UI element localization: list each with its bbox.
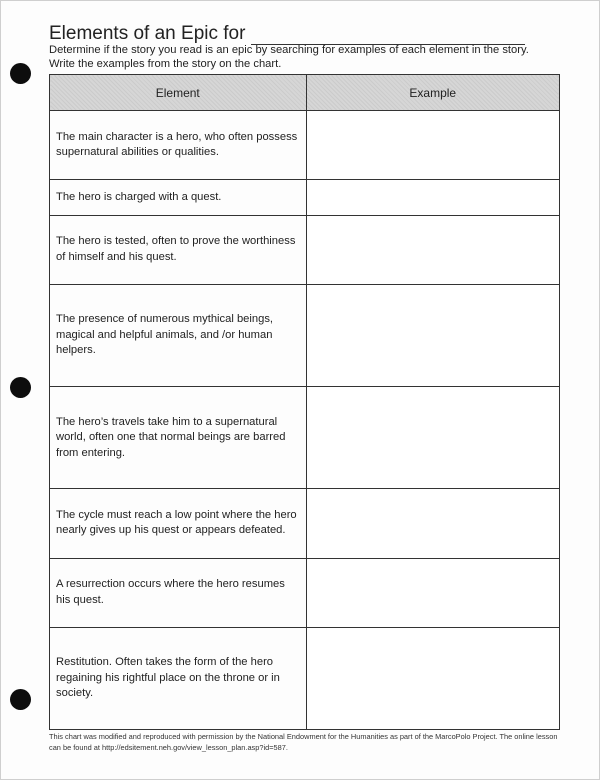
table-row	[50, 111, 560, 180]
element-cell: The main character is a hero, who often possess supernatural abilities or qualities.	[50, 111, 307, 180]
example-cell[interactable]	[306, 180, 560, 216]
element-cell: The hero is tested, often to prove the worthiness of himself and his quest.	[50, 215, 307, 284]
table-row	[50, 387, 560, 489]
worksheet-title: Elements of an Epic for	[49, 23, 246, 44]
example-cell[interactable]	[306, 284, 560, 386]
example-cell[interactable]	[306, 489, 560, 558]
element-cell: The hero’s travels take him to a supernatural world, often one that normal beings are barred from entering.	[50, 387, 307, 489]
table-header-row	[50, 75, 560, 111]
table-row	[50, 627, 560, 729]
column-header-element: Element	[50, 75, 307, 111]
example-cell[interactable]	[306, 627, 560, 729]
table-row	[50, 284, 560, 386]
table-row	[50, 489, 560, 558]
element-cell: The hero is charged with a quest.	[50, 180, 307, 216]
example-cell[interactable]	[306, 111, 560, 180]
table-row	[50, 180, 560, 216]
table-row	[50, 215, 560, 284]
element-cell: The presence of numerous mythical beings, magical and helpful animals, and /or human helpers.	[50, 284, 307, 386]
example-cell[interactable]	[306, 558, 560, 627]
binder-hole-top	[10, 63, 31, 84]
column-header-example: Example	[306, 75, 560, 111]
source-footnote: This chart was modified and reproduced with permission by the National Endowment for the Humanities as part of the MarcoPolo Project. The online lesson can be found at http://edsitement.neh.gov/view_lesson_plan.asp?id=587.	[49, 732, 558, 752]
element-cell: The cycle must reach a low point where the hero nearly gives up his quest or appears defeated.	[50, 489, 307, 558]
table-row	[50, 558, 560, 627]
element-cell: Restitution. Often takes the form of the hero regaining his rightful place on the throne or in society.	[50, 627, 307, 729]
element-cell: A resurrection occurs where the hero resumes his quest.	[50, 558, 307, 627]
binder-hole-bottom	[10, 689, 31, 710]
binder-hole-middle	[10, 377, 31, 398]
title-row	[49, 23, 525, 45]
example-cell[interactable]	[306, 387, 560, 489]
elements-table	[49, 74, 560, 730]
example-cell[interactable]	[306, 215, 560, 284]
instructions-text: Determine if the story you read is an epic by searching for examples of each element in the story. Write the examples from the story on the chart.	[49, 44, 529, 70]
